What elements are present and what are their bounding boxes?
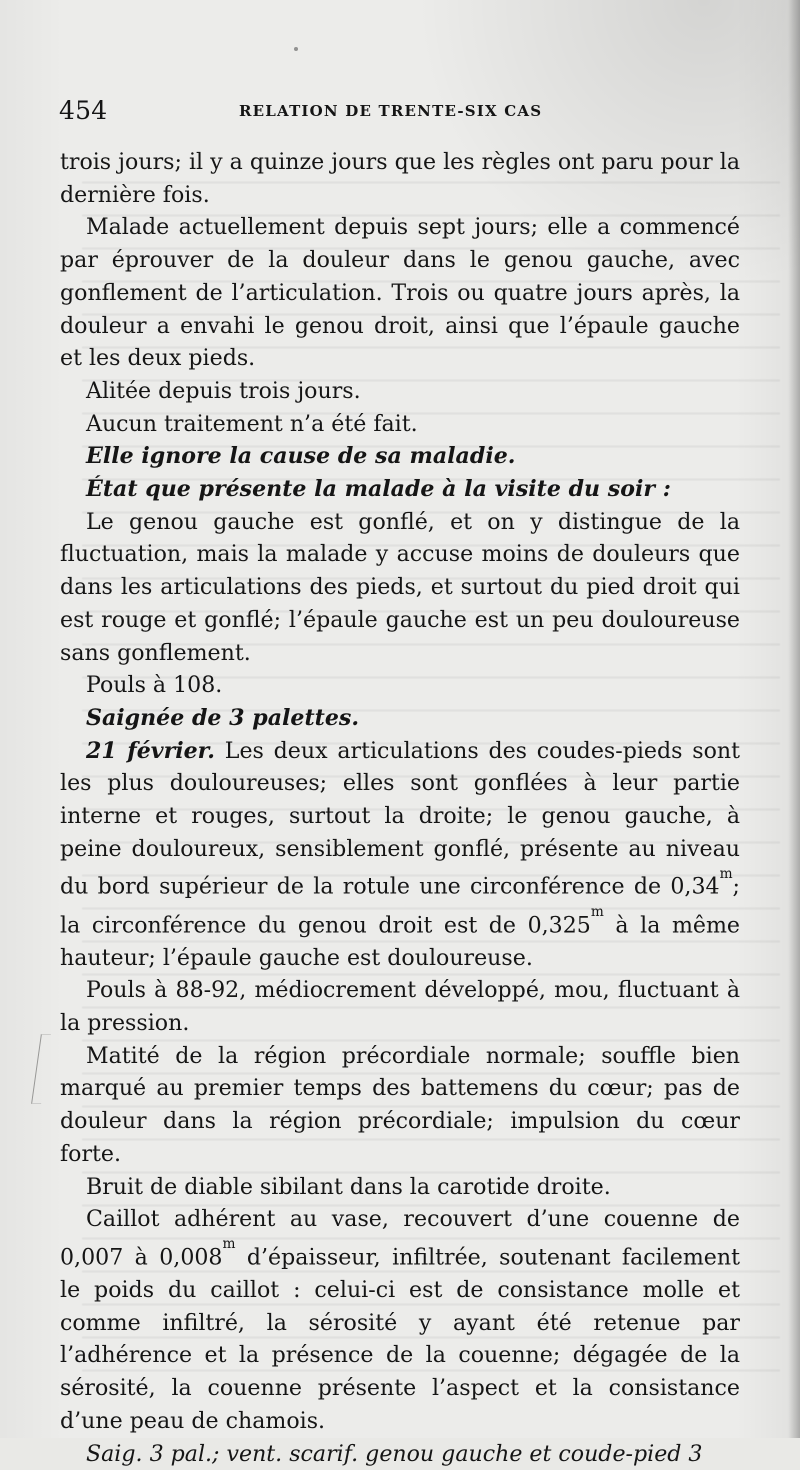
- running-head: RELATION DE TRENTE-SIX CAS: [239, 100, 542, 122]
- page-header: [59, 96, 739, 126]
- page-edge-shadow: [788, 0, 800, 1438]
- page-body: [60, 146, 740, 1470]
- paragraph-10-part-1: Les deux articulations des coudes-pieds sont les plus douloureuses; elles sont gonflées à leur partie interne et rouges, surtout la droite; le genou gauche, à peine douloureux, sensiblement gonflé, présente au niveau du bord supérieur de la rotule une circonférence de 0,34: [60, 738, 740, 900]
- paragraph-2: Malade actuellement depuis sept jours; elle a commencé par éprouver de la douleur dans le genou gauche, avec gonflement de l’articulation. Trois ou quatre jours après, la douleur a envahi le genou droit, ainsi que l’épaule gauche et les deux pieds.: [60, 211, 740, 375]
- unit-superscript-3: m: [223, 1236, 236, 1252]
- paragraph-9: Saignée de 3 palettes.: [60, 702, 740, 735]
- paragraph-14-part-2: d’épaisseur, infiltrée, soutenant facilement le poids du caillot : celui-ci est de consistance molle et comme infiltré, la sérosité y ayant été retenue par l’adhérence et la présence de la couenne; dégagée de la sérosité, la couenne présente l’aspect et la consistance d’une peau de chamois.: [60, 1244, 740, 1434]
- paragraph-3: Alitée depuis trois jours.: [60, 375, 740, 408]
- paragraph-14-part-1: Caillot adhérent au vase, recouvert d’une couenne de 0,007 à 0,008: [60, 1206, 740, 1270]
- paragraph-12: Matité de la région précordiale normale; souffle bien marqué au premier temps des battemens du cœur; pas de douleur dans la région précordiale; impulsion du cœur forte.: [60, 1040, 740, 1171]
- paragraph-7: Le genou gauche est gonflé, et on y distingue de la fluctuation, mais la malade y accuse moins de douleurs que dans les articulations des pieds, et surtout du pied droit qui est rouge et gonflé; l’épaule gauche est un peu douloureuse sans gonflement.: [60, 506, 740, 670]
- paragraph-10-part-3: à la même hauteur; l’épaule gauche est douloureuse.: [60, 912, 740, 971]
- paragraph-10-part-2: ; la circonférence du genou droit est de 0,325: [60, 874, 740, 938]
- paragraph-13: Bruit de diable sibilant dans la carotide droite.: [60, 1171, 740, 1204]
- page-number: 454: [59, 96, 107, 126]
- margin-pencil-mark: [31, 1034, 51, 1104]
- paragraph-11: Pouls à 88-92, médiocrement développé, mou, fluctuant à la pression.: [60, 974, 740, 1039]
- paragraph-10: [60, 735, 740, 975]
- paragraph-6: État que présente la malade à la visite du soir :: [60, 473, 740, 506]
- date-label: 21 février.: [86, 738, 215, 764]
- unit-superscript-2: m: [591, 904, 604, 920]
- paragraph-4: Aucun traitement n’a été fait.: [60, 408, 740, 441]
- paragraph-14: [60, 1203, 740, 1437]
- paragraph-15: Saig. 3 pal.; vent. scarif. genou gauche et coude-pied 3: [60, 1438, 740, 1470]
- paragraph-1: trois jours; il y a quinze jours que les règles ont paru pour la dernière fois.: [60, 146, 740, 211]
- paper-speck: [294, 47, 298, 51]
- unit-superscript-1: m: [720, 866, 733, 882]
- paragraph-5: Elle ignore la cause de sa maladie.: [60, 440, 740, 473]
- paragraph-8: Pouls à 108.: [60, 669, 740, 702]
